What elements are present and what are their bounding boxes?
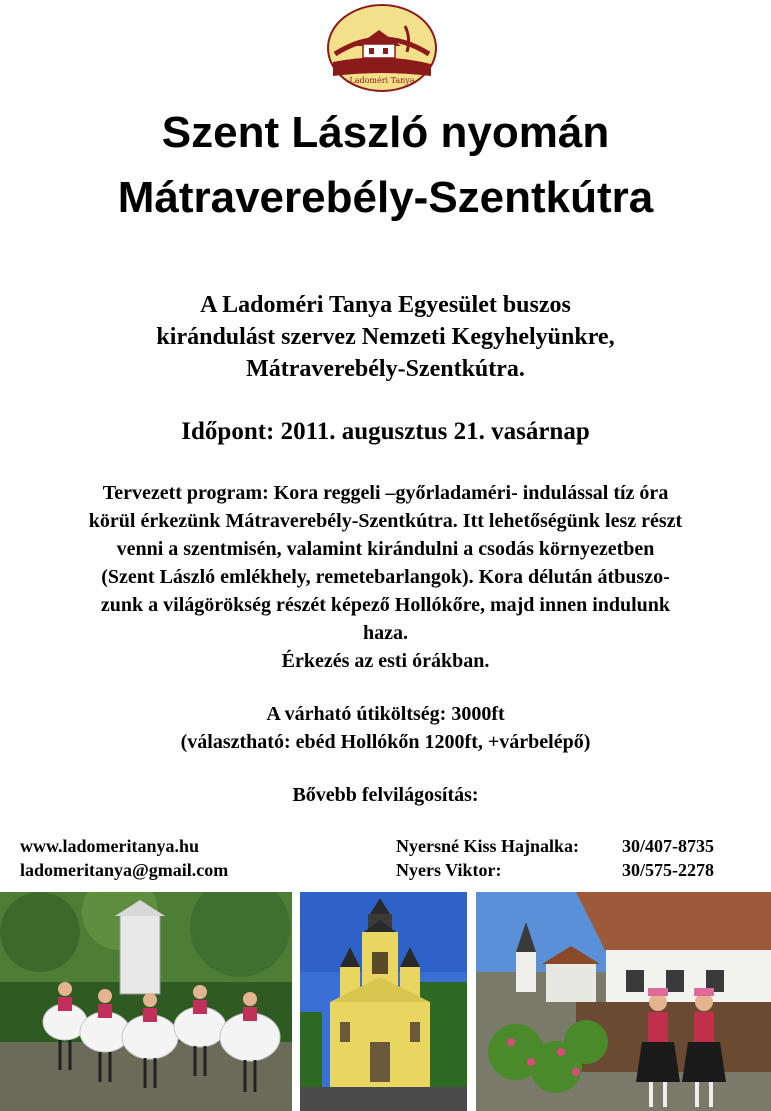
program-line: Érkezés az esti órákban. xyxy=(281,650,490,672)
contact-web xyxy=(20,834,228,882)
intro-paragraph xyxy=(60,289,711,385)
cost-line: A várható útiköltség: 3000ft xyxy=(266,703,505,725)
website-link[interactable]: www.ladomeritanya.hu xyxy=(20,836,200,856)
contact-row xyxy=(396,858,714,882)
contact-phone: 30/575-2278 xyxy=(622,860,714,880)
cost-section xyxy=(0,700,771,756)
program-line: (Szent László emlékhely, remetebarlangok). Kora délután átbuszo- xyxy=(101,566,670,588)
contact-name: Nyers Viktor: xyxy=(396,860,502,880)
cost-optional-line: (választható: ebéd Hollókőn 1200ft, +várbelépő) xyxy=(180,731,591,753)
info-heading: Bővebb felvilágosítás: xyxy=(292,784,479,806)
photo-church xyxy=(300,892,467,1111)
program-line: körül érkezünk Mátraverebély-Szentkútra. Itt lehetőségünk lesz részt xyxy=(88,510,683,532)
program-line: haza. xyxy=(363,622,408,644)
logo xyxy=(327,4,437,92)
email-link[interactable]: ladomeritanya@gmail.com xyxy=(20,860,229,880)
photo-procession xyxy=(0,892,292,1111)
intro-line: A Ladoméri Tanya Egyesület buszos xyxy=(200,292,571,318)
page-title-line1: Szent László nyomán xyxy=(161,108,610,157)
contact-phone: 30/407-8735 xyxy=(622,836,714,856)
contact-row xyxy=(396,834,714,858)
program-line: venni a szentmisén, valamint kirándulni a csodás környezetben xyxy=(116,538,655,560)
contact-people xyxy=(396,834,714,882)
event-date: Időpont: 2011. augusztus 21. vasárnap xyxy=(181,418,590,445)
program-line: zunk a világörökség részét képező Hollókőre, majd innen indulunk xyxy=(100,594,671,616)
intro-line: Mátraverebély-Szentkútra. xyxy=(246,356,525,382)
page-title-line2: Mátraverebély-Szentkútra xyxy=(117,173,654,222)
logo-text: Ladoméri Tanya xyxy=(349,76,415,85)
contact-name: Nyersné Kiss Hajnalka: xyxy=(396,836,580,856)
program-paragraph xyxy=(14,479,757,675)
program-line: Tervezett program: Kora reggeli –győrladaméri- indulással tíz óra xyxy=(102,482,669,504)
intro-line: kirándulást szervez Nemzeti Kegyhelyünkre, xyxy=(156,324,615,350)
photo-village xyxy=(476,892,771,1111)
